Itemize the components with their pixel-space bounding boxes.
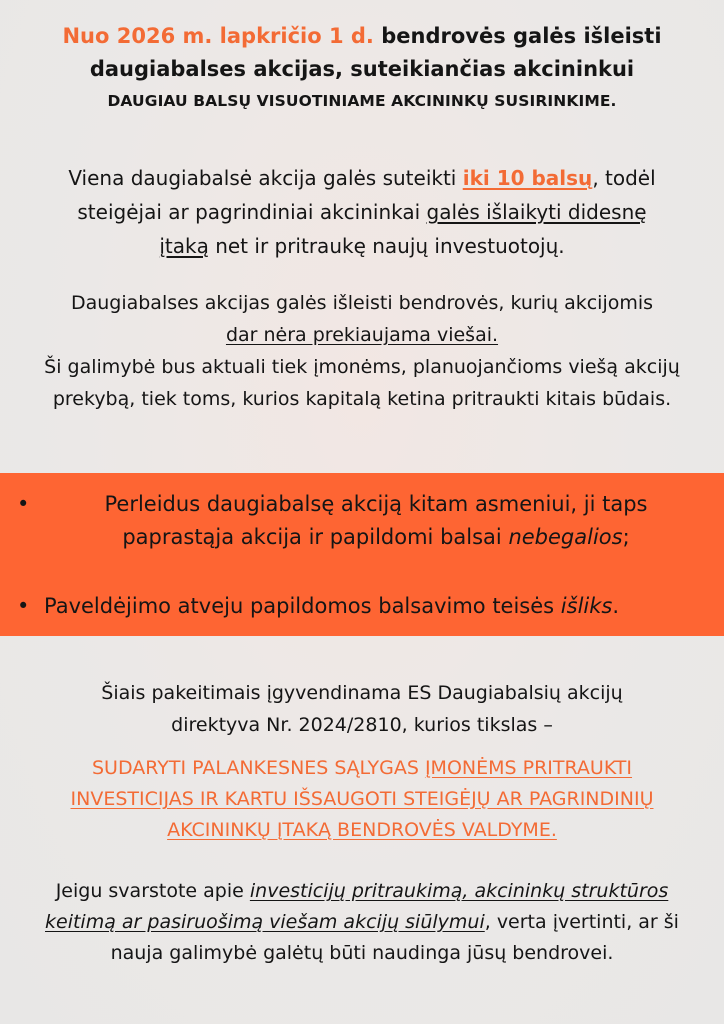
bullet-marker: • <box>17 492 30 516</box>
goal-paragraph <box>0 753 724 846</box>
goal-text-a: SUDARYTI PALANKESNES SĄLYGAS <box>91 757 425 779</box>
heading-line3: DAUGIAU BALSŲ VISUOTINIAME AKCININKŲ SUSIRINKIME. <box>107 92 617 110</box>
votes-highlight: iki 10 balsų <box>462 166 593 190</box>
intro-text-b: , todėl steigėjai ar pagrindiniai akcininkai <box>77 166 656 224</box>
directive-paragraph <box>0 677 724 741</box>
heading-date: Nuo 2026 m. lapkričio 1 d. <box>62 24 374 48</box>
closing-text-a: Jeigu svarstote apie <box>55 880 250 902</box>
bullet-text-end: . <box>612 594 620 618</box>
bullet-text <box>56 488 696 554</box>
intro-text-c: net ir pritraukę naujų investuotojų. <box>208 234 565 258</box>
directive-line1: Šiais pakeitimais įgyvendinama ES Daugiabalsių akcijų <box>101 682 623 704</box>
closing-paragraph <box>0 876 724 969</box>
bullet-marker: • <box>17 594 30 618</box>
bullet-text <box>44 590 704 623</box>
page-heading <box>0 20 724 116</box>
intro-paragraph <box>0 161 724 263</box>
intro-text-a: Viena daugiabalsė akcija galės suteikti <box>68 166 463 190</box>
directive-line2: direktyva Nr. 2024/2810, kurios tikslas – <box>171 714 553 736</box>
bullet-text-end: ; <box>622 525 630 549</box>
not-public-underlined: dar nėra prekiaujama viešai. <box>225 324 499 346</box>
closing-italic-underlined: investicijų pritraukimą, akcininkų struktūros keitimą ar pasiruošimą viešam akcijų siūlymui <box>45 880 669 933</box>
heading-line1-rest: bendrovės galės išleisti <box>373 24 662 48</box>
eligibility-paragraph <box>0 287 724 415</box>
bullet-text-main: Paveldėjimo atveju papildomos balsavimo teisės <box>44 594 561 618</box>
bullet-text-italic: nebegalios <box>508 525 623 549</box>
eligibility-text-b: Ši galimybė bus aktuali tiek įmonėms, planuojančioms viešą akcijų prekybą, tiek toms, kurios kapitalą ketina pritraukti kitais būdais. <box>44 356 680 410</box>
heading-line2: daugiabalses akcijas, suteikiančias akcininkui <box>89 57 635 81</box>
goal-underlined: ĮMONĖMS PRITRAUKTI INVESTICIJAS IR KARTU IŠSAUGOTI STEIGĖJŲ AR PAGRINDINIŲ AKCININKŲ ĮTAKĄ BENDROVĖS VALDYME. <box>70 757 654 841</box>
eligibility-text-a: Daugiabalses akcijas galės išleisti bendrovės, kurių akcijomis <box>70 292 654 314</box>
closing-text-b: , verta įvertinti, ar ši nauja galimybė galėtų būti naudinga jūsų bendrovei. <box>110 911 679 964</box>
bullet-text-main: Perleidus daugiabalsę akciją kitam asmeniui, ji taps paprastąja akcija ir papildomi balsai <box>104 492 648 549</box>
influence-underlined: galės išlaikyti didesnę įtaką <box>159 200 647 258</box>
bullet-text-italic: išliks <box>560 594 613 618</box>
